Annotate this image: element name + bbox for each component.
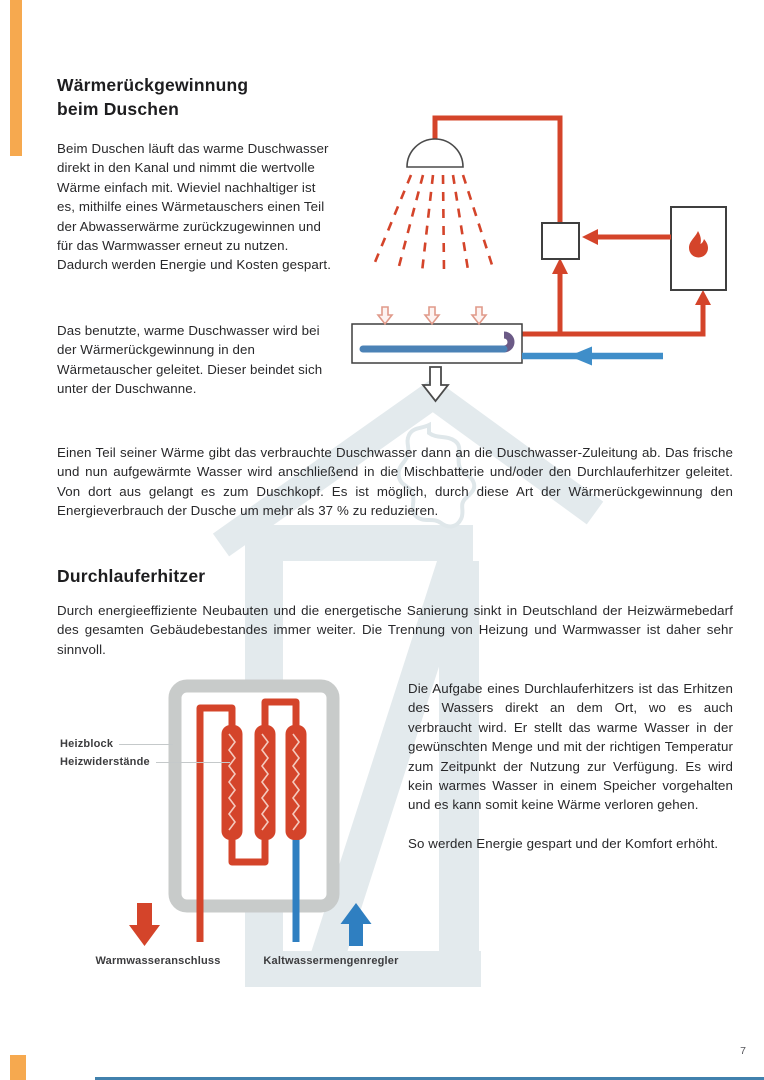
warm-water-out-arrow-icon [129,903,160,946]
heater-paragraph-1: Durch energieeffiziente Neubauten und die energetische Sanierung sinkt in Deutschland der Heizwärmebedarf des gesamten Gebäudebestandes immer weiter. Die Trennung von Heizung und Warmwasser ist daher sehr sinnvoll. [57,603,733,657]
arrow-up-to-heater-icon [695,290,711,305]
section-title-waermerueckgewinnung [57,73,347,121]
page-number: 7 [740,1045,746,1057]
shower-heat-recovery-diagram [345,85,745,415]
watermark-top-bar [245,525,473,561]
durchlauferhitzer-diagram [55,670,415,990]
top-accent-bar [10,0,22,156]
shower-spray-icon [373,175,492,272]
arrow-left-to-mixer-icon [582,229,598,245]
mixer-box [542,223,579,259]
heater-paragraph-3: So werden Energie gespart und der Komfort erhöht. [408,835,719,851]
waste-heat-arrows-icon [378,307,486,324]
heater-paragraph-2: Die Aufgabe eines Durchlauferhitzers ist das Erhitzen des Wassers direkt an dem Ort, wo es auch verbraucht wird. Er stellt das warme Wasser in der gewünschten Menge und mit der richtigen Temperatur zum Zeitpunkt der Nutzung zur Verfügung. Es wird kein warmes Wasser in einem Speicher vorgehalten und es kann somit keine Wärme verloren gehen. [408,681,733,813]
label-heizwiderstaende: Heizwiderstände [60,756,150,768]
heater-text-column [408,679,733,853]
title-line-1: Wärmerückgewinnung [57,75,249,95]
shower-supply-pipe [435,118,560,223]
shower-paragraph-2: Das benutzte, warme Duschwasser wird bei der Wärmerückgewinnung in den Wärmetauscher geleitet. Dieser beindet sich unter der Duschwanne. [57,323,323,397]
shower-paragraph-wide: Einen Teil seiner Wärme gibt das verbrauchte Duschwasser dann an die Duschwasser-Zuleitung ab. Das frische und nun aufgewärmte Wasser wird anschließend in die Mischbatterie und/oder den Durchlauferhitzer geleitet. Von dort aus gelangt es zum Duschkopf. Es ist möglich, durch diese Art der Wärmerückgewinnung den Energieverbrauch der Dusche um mehr als 37 % zu reduzieren. [57,445,733,519]
shower-paragraph-1: Beim Duschen läuft das warme Duschwasser direkt in den Kanal und nimmt die wertvolle Wärme einfach mit. Wieviel nachhaltiger ist es, mithilfe eines Wärmetauschers einen Teil der Abwasserwärme zurückzugewinnen und für das Warmwasser erneut zu nutzen. Dadurch werden Energie und Kosten gespart. [57,141,332,273]
bottom-accent-square [10,1055,26,1080]
drain-arrow-icon [423,367,448,401]
label-kaltwassermengenregler: Kaltwassermengenregler [263,955,399,967]
cold-water-arrow-icon [569,347,592,366]
heizwiderstaende-callout-line [156,762,230,763]
heat-exchanger [352,324,522,363]
warm-water-return-pipe [522,298,703,334]
heizblock-callout-line [119,744,173,745]
arrow-up-to-mixer-icon [552,258,568,274]
title-line-2: beim Duschen [57,99,180,119]
label-warmwasseranschluss: Warmwasseranschluss [95,955,221,967]
label-heizblock: Heizblock [60,738,114,750]
shower-head-icon [407,139,463,167]
cold-water-in-arrow-icon [341,903,372,946]
section-title-durchlauferhitzer: Durchlauferhitzer [57,566,206,586]
